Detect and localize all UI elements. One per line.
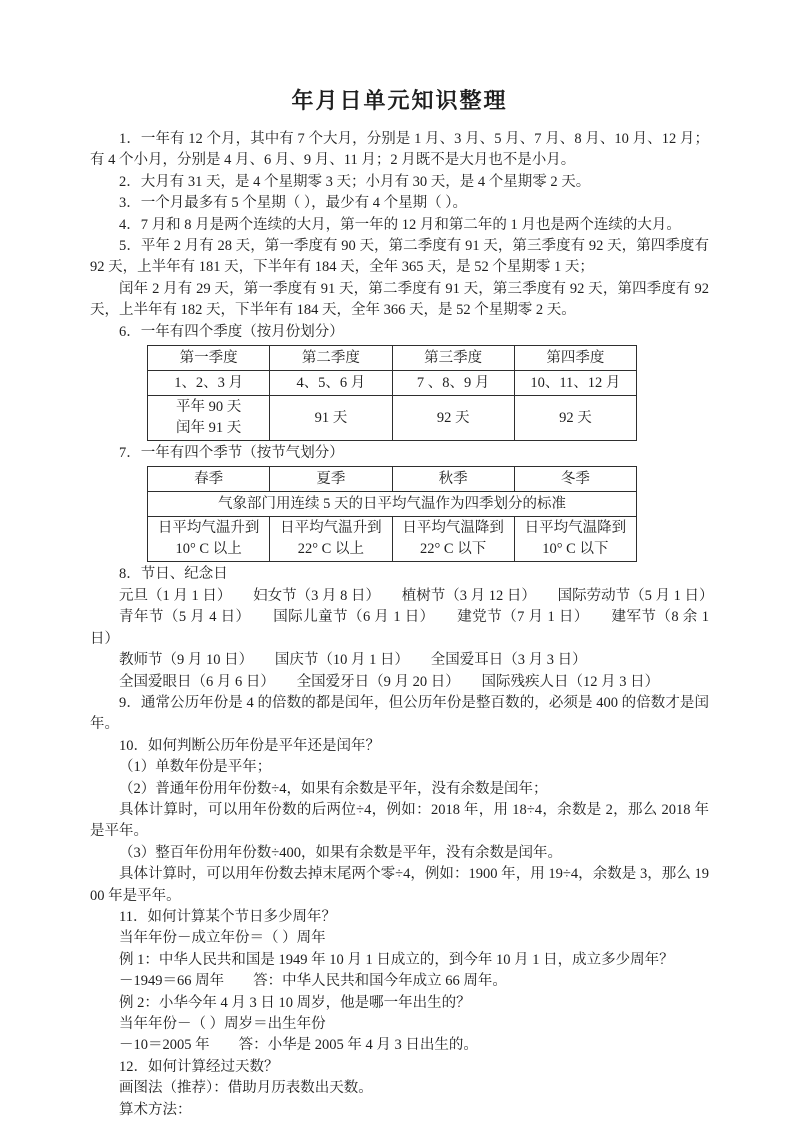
quarters-table — [147, 345, 637, 441]
paragraph-item-10-sub-2-example: 具体计算时，可以用年份数的后两位÷4，例如：2018 年，用 18÷4，余数是 2，那么 2018 年是平年。 — [90, 801, 709, 840]
autumn-criteria-line1: 日平均气温降到 — [402, 520, 504, 537]
paragraph-example-1-answer: －1949＝66 周年 答：中华人民共和国今年成立 66 周年。 — [119, 973, 507, 990]
season-summer-header-cell: 夏季 — [270, 467, 392, 492]
paragraph-festivals-line-2: 青年节（5 月 4 日） 国际儿童节（6 月 1 日） 建党节（7 月 1 日） 建军节（8 余 1 日） — [90, 609, 709, 647]
seasons-table — [147, 466, 637, 562]
paragraph-item-10-sub-3-example: 具体计算时，可以用年份数去掉末尾两个零÷4，例如：1900 年，用 19÷4，余数是 3，那么 1900 年是平年。 — [90, 866, 709, 904]
paragraph-item-5-common-year: 5．平年 2 月有 28 天，第一季度有 90 天，第二季度有 91 天，第三季度有 92 天，第四季度有 92 天，上半年有 181 天，下半年有 184 天，全年 365 天，是 52 个星期零 1 天； — [90, 238, 709, 276]
paragraph-item-9: 9．通常公历年份是 4 的倍数的都是闰年，但公历年份是整百数的，必须是 400 的倍数才是闰年。 — [90, 694, 709, 733]
quarter-1-days-cell — [148, 396, 270, 441]
quarter-2-header-cell: 第二季度 — [270, 346, 392, 371]
seasons-table-note-row — [148, 492, 637, 517]
quarter-1-days-leap: 闰年 91 天 — [176, 420, 242, 437]
season-winter-criteria-cell — [514, 517, 636, 562]
season-winter-header-cell: 冬季 — [514, 467, 636, 492]
paragraph-item-10-sub-2: （2）普通年份用年份数÷4，如果有余数是平年，没有余数是闰年； — [119, 780, 548, 797]
winter-criteria-line1: 日平均气温降到 — [524, 520, 627, 537]
summer-criteria-line1: 日平均气温升到 — [280, 520, 382, 537]
quarter-3-header-cell: 第三季度 — [392, 346, 514, 371]
seasons-table-criteria-row — [148, 517, 637, 562]
paragraph-example-2-answer: －10＝2005 年 答：小华是 2005 年 4 月 3 日出生的。 — [119, 1037, 478, 1054]
quarter-4-header-cell: 第四季度 — [514, 346, 636, 371]
paragraph-item-10-sub-3: （3）整百年份用年份数÷400，如果有余数是平年，没有余数是闰年。 — [119, 844, 562, 861]
paragraph-item-6: 6．一年有四个季度（按月份划分） — [119, 323, 344, 340]
seasons-table-header-row — [148, 467, 637, 492]
quarter-2-days-cell: 91 天 — [270, 396, 392, 441]
paragraph-festivals-line-1: 元旦（1 月 1 日） 妇女节（3 月 8 日） 植树节（3 月 12 日） 国际劳动节（5 月 1 日） — [119, 587, 714, 604]
autumn-criteria-line2: 22° C 以下 — [420, 541, 487, 558]
paragraph-festivals-line-3: 教师节（9 月 10 日） 国庆节（10 月 1 日） 全国爱耳日（3 月 3 日） — [119, 652, 587, 669]
paragraph-item-7: 7．一年有四个季节（按节气划分） — [119, 445, 344, 462]
paragraph-item-11: 11．如何计算某个节日多少周年？ — [119, 908, 336, 925]
paragraph-birth-year-formula: 当年年份－（ ）周岁＝出生年份 — [119, 1016, 326, 1032]
quarter-1-header-cell: 第一季度 — [148, 346, 270, 371]
paragraph-drawing-method: 画图法（推荐）：借助月历表数出天数。 — [119, 1080, 373, 1097]
paragraph-item-4: 4．7 月和 8 月是两个连续的大月，第一年的 12 月和第二年的 1 月也是两个连续的大月。 — [119, 216, 681, 233]
paragraph-item-2: 2．大月有 31 天，是 4 个星期零 3 天；小月有 30 天，是 4 个星期零 2 天。 — [119, 173, 591, 190]
paragraph-item-3: 3．一个月最多有 5 个星期（ ），最少有 4 个星期（ ）。 — [119, 195, 467, 212]
quarters-table-days-row — [148, 396, 637, 441]
season-spring-header-cell: 春季 — [148, 467, 270, 492]
season-autumn-criteria-cell — [392, 517, 514, 562]
season-autumn-header-cell: 秋季 — [392, 467, 514, 492]
paragraph-item-5-leap-year: 闰年 2 月有 29 天，第一季度有 91 天，第二季度有 91 天，第三季度有 92 天，第四季度有 92 天，上半年有 182 天，下半年有 184 天，全年 366 天，是 52 个星期零 2 天。 — [90, 280, 709, 319]
winter-criteria-line2: 10° C 以下 — [542, 541, 609, 558]
quarter-2-months-cell: 4、5、6 月 — [270, 371, 392, 396]
document-title: 年月日单元知识整理 — [291, 88, 508, 114]
quarter-3-months-cell: 7 、8、9 月 — [392, 371, 514, 396]
season-summer-criteria-cell — [270, 517, 392, 562]
quarter-1-months-cell: 1、2、3 月 — [148, 371, 270, 396]
summer-criteria-line2: 22° C 以上 — [297, 541, 364, 558]
paragraph-item-10-sub-1: （1）单数年份是平年； — [119, 759, 272, 776]
spring-criteria-line1: 日平均气温升到 — [157, 520, 260, 537]
paragraph-item-8: 8．节日、纪念日 — [119, 566, 228, 583]
paragraph-item-12: 12．如何计算经过天数？ — [119, 1058, 279, 1075]
paragraph-example-2-question: 例 2：小华今年 4 月 3 日 10 周岁，他是哪一年出生的？ — [119, 994, 471, 1011]
seasons-note-cell: 气象部门用连续 5 天的日平均气温作为四季划分的标准 — [148, 492, 637, 517]
paragraph-item-10: 10．如何判断公历年份是平年还是闰年？ — [119, 737, 380, 754]
quarter-1-days-common: 平年 90 天 — [176, 399, 242, 416]
paragraph-arithmetic-method: 算术方法： — [119, 1101, 192, 1118]
quarters-table-months-row — [148, 371, 637, 396]
spring-criteria-line2: 10° C 以上 — [175, 541, 242, 558]
season-spring-criteria-cell — [148, 517, 270, 562]
quarter-3-days-cell: 92 天 — [392, 396, 514, 441]
paragraph-item-1: 1．一年有 12 个月，其中有 7 个大月，分别是 1 月、3 月、5 月、7 月、8 月、10 月、12 月；有 4 个小月，分别是 4 月、6 月、9 月、11 月；2 月既不是大月也不是小月。 — [90, 131, 709, 169]
quarter-4-months-cell: 10、11、12 月 — [514, 371, 636, 396]
quarter-4-days-cell: 92 天 — [514, 396, 636, 441]
paragraph-example-1-question: 例 1：中华人民共和国是 1949 年 10 月 1 日成立的，到今年 10 月 1 日，成立多少周年？ — [119, 951, 674, 968]
paragraph-festivals-line-4: 全国爱眼日（6 月 6 日） 全国爱牙日（9 月 20 日） 国际残疾人日（12 月 3 日） — [119, 673, 660, 690]
paragraph-anniversary-formula: 当年年份－成立年份＝（ ）周年 — [119, 930, 326, 947]
quarters-table-header-row — [148, 346, 637, 371]
